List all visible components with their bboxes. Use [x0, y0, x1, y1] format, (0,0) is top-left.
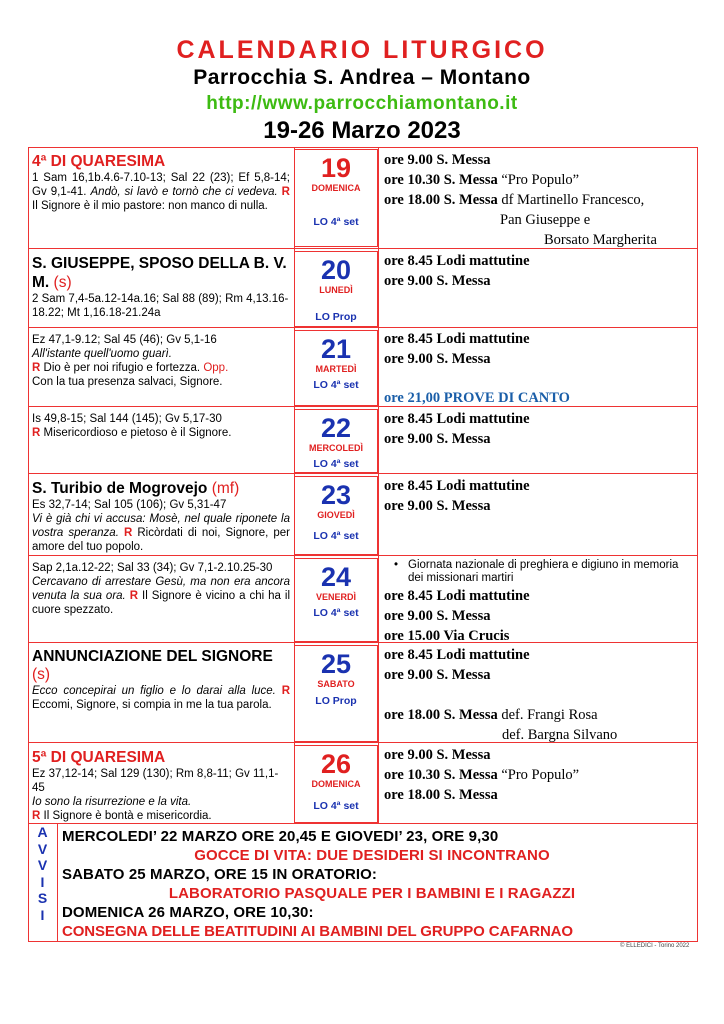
feast-title: S. GIUSEPPE, SPOSO DELLA B. V. M.	[32, 255, 287, 291]
day-box	[294, 330, 378, 406]
gospel-quote: Ecco concepirai un figlio e lo darai alla luce.	[32, 685, 276, 697]
service-line: def. Bargna Silvano	[502, 727, 618, 743]
notice-highlight: LABORATORIO PASQUALE PER I BAMBINI E I RAGAZZI	[168, 885, 576, 902]
alternative-mark: Opp.	[203, 362, 229, 374]
readings: Sap 2,1a.12-22; Sal 33 (34); Gv 7,1-2.10.25-30	[32, 562, 273, 574]
gospel-quote: Io sono la risurrezione e la vita.	[32, 796, 192, 808]
service-line: ore 8.45 Lodi mattutine	[384, 411, 530, 427]
readings: Ez 47,1-9.12; Sal 45 (46); Gv 5,1-16	[32, 334, 217, 346]
psalm-response: Dio è per noi rifugio e fortezza.	[43, 362, 201, 374]
day-name: MERCOLEDÌ	[309, 443, 363, 453]
notice-highlight: CONSEGNA DELLE BEATITUDINI AI BAMBINI DEL GRUPPO CAFARNAO	[62, 923, 573, 940]
response-mark: R	[129, 590, 139, 602]
feast-rank: (s)	[53, 274, 72, 291]
liturgy-cell	[28, 149, 294, 247]
day-box	[294, 251, 378, 327]
services-cell	[384, 559, 698, 646]
feast-title: S. Turibio de Mogrovejo	[32, 480, 208, 497]
gospel-quote: Andò, si lavò e tornò che ci vedeva.	[90, 186, 278, 198]
notice-line: DOMENICA 26 MARZO, ORE 10,30:	[62, 904, 314, 921]
day-box	[294, 149, 378, 247]
psalm-response: Il Signore è bontà e misericordia.	[43, 810, 212, 822]
services-cell	[384, 251, 698, 291]
response-mark: R	[281, 186, 290, 198]
response-mark: R	[281, 685, 290, 697]
feast-title: 5ª DI QUARESIMA	[32, 749, 166, 766]
day-box	[294, 745, 378, 823]
gospel-quote: Cercavano di arrestare Gesù, ma non era ancora venuta la sua ora.	[32, 576, 290, 602]
day-name: MARTEDÌ	[315, 364, 357, 374]
day-name: DOMENICA	[311, 779, 361, 789]
column-divider	[378, 147, 379, 824]
service-line: ore 9.00 S. Messa	[384, 431, 491, 447]
services-cell	[384, 745, 698, 805]
feast-rank: (mf)	[211, 480, 240, 497]
feast-title: 4ª DI QUARESIMA	[32, 153, 166, 170]
service-line: ore 10.30 S. Messa “Pro Populo”	[384, 172, 580, 188]
service-line: ore 8.45 Lodi mattutine	[384, 253, 530, 269]
psalm-response-alt: Con la tua presenza salvaci, Signore.	[32, 376, 223, 388]
psalm-response: Il Signore è vicino a chi ha il cuore spezzato.	[32, 590, 291, 616]
feast-rank: (s)	[32, 666, 51, 683]
office-week: LO 4ª set	[313, 216, 359, 228]
copyright-note: © ELLEDICI - Torino 2022	[620, 943, 690, 949]
service-line: ore 18.00 S. Messa df Martinello Francesco,	[384, 192, 645, 208]
service-line: ore 9.00 S. Messa	[384, 498, 491, 514]
service-line: ore 8.45 Lodi mattutine	[384, 647, 530, 663]
liturgy-cell	[28, 330, 294, 406]
notice-highlight: GOCCE DI VITA: DUE DESIDERI SI INCONTRANO	[194, 847, 550, 864]
feast-title: ANNUNCIAZIONE DEL SIGNORE	[32, 648, 273, 665]
service-line: Pan Giuseppe e	[500, 212, 591, 228]
liturgy-cell	[28, 251, 294, 327]
service-line: ore 18.00 S. Messa	[384, 787, 498, 803]
parish-name: Parrocchia S. Andrea – Montano	[193, 66, 531, 89]
date-range: 19-26 Marzo 2023	[263, 117, 461, 144]
office-week: LO 4ª set	[313, 458, 359, 470]
day-number: 24	[320, 562, 352, 592]
day-number: 21	[320, 334, 352, 364]
office-week: LO 4ª set	[313, 530, 359, 542]
day-number: 19	[320, 153, 352, 183]
service-line: ore 9.00 S. Messa	[384, 608, 491, 624]
office-week: LO Prop	[315, 311, 357, 323]
liturgy-cell	[28, 745, 294, 823]
office-week: LO Prop	[315, 695, 357, 707]
service-line: ore 18.00 S. Messa def. Frangi Rosa	[384, 707, 598, 723]
page-title: CALENDARIO LITURGICO	[176, 36, 548, 64]
service-line: ore 8.45 Lodi mattutine	[384, 588, 530, 604]
notices-letter: V	[37, 857, 48, 873]
psalm-response: Il Signore è il mio pastore: non manco di nulla.	[32, 200, 268, 212]
service-line: ore 8.45 Lodi mattutine	[384, 331, 530, 347]
day-name: LUNEDÌ	[319, 285, 353, 295]
response-mark: R	[123, 527, 133, 539]
services-cell	[384, 150, 698, 250]
day-box	[294, 645, 378, 742]
day-number: 22	[320, 413, 352, 443]
notice-line: SABATO 25 MARZO, ORE 15 IN ORATORIO:	[62, 866, 378, 883]
day-name: GIOVEDÌ	[317, 510, 355, 520]
observance-note: • Giornata nazionale di preghiera e digiuno in memoria dei missionari martiri	[384, 559, 688, 585]
response-mark: R	[32, 810, 41, 822]
liturgy-cell	[28, 645, 294, 742]
service-line: ore 10.30 S. Messa “Pro Populo”	[384, 767, 580, 783]
service-line: ore 9.00 S. Messa	[384, 667, 491, 683]
service-line: ore 9.00 S. Messa	[384, 152, 491, 168]
services-cell	[384, 645, 698, 745]
notices-letter: I	[40, 873, 45, 890]
day-box	[294, 409, 378, 473]
readings: 1 Sam 16,1b.4.6-7.10-13; Sal 22 (23); Ef 5,8-14; Gv 9,1-41.	[32, 172, 290, 198]
notices-letter: S	[37, 890, 48, 906]
service-line: ore 9.00 S. Messa	[384, 273, 491, 289]
day-number: 20	[320, 255, 352, 285]
service-line: ore 15.00 Via Crucis	[384, 628, 510, 644]
psalm-response: Eccomi, Signore, si compia in me la tua parola.	[32, 699, 272, 711]
readings: 2 Sam 7,4-5a.12-14a.16; Sal 88 (89); Rm 4,13.16-18.22; Mt 1,16.18-21.24a	[32, 293, 289, 319]
notices-letter: I	[40, 906, 45, 923]
choir-rehearsal: ore 21,00 PROVE DI CANTO	[384, 390, 570, 406]
liturgy-cell	[28, 558, 294, 642]
gospel-quote: All'istante quell'uomo guarì.	[32, 348, 172, 360]
readings: Ez 37,12-14; Sal 129 (130); Rm 8,8-11; Gv 11,1-45	[32, 768, 279, 794]
day-box	[294, 476, 378, 555]
notices-letter: A	[37, 824, 48, 840]
services-cell	[384, 476, 698, 516]
response-mark: R	[32, 427, 41, 439]
psalm-response: Misericordioso e pietoso è il Signore.	[43, 427, 232, 439]
parish-url-link[interactable]: http://www.parrocchiamontano.it	[206, 93, 518, 114]
day-box	[294, 558, 378, 642]
service-line: Borsato Margherita	[544, 232, 657, 248]
notices-label	[28, 824, 58, 942]
notice-line: MERCOLEDI’ 22 MARZO ORE 20,45 E GIOVEDI’ 23, ORE 9,30	[62, 828, 499, 845]
liturgy-cell	[28, 409, 294, 473]
day-name: VENERDÌ	[315, 592, 356, 602]
readings: Is 49,8-15; Sal 144 (145); Gv 5,17-30	[32, 413, 222, 425]
office-week: LO 4ª set	[313, 379, 359, 391]
service-line: ore 9.00 S. Messa	[384, 747, 491, 763]
readings: Es 32,7-14; Sal 105 (106); Gv 5,31-47	[32, 499, 227, 511]
office-week: LO 4ª set	[313, 800, 359, 812]
office-week: LO 4ª set	[313, 607, 359, 619]
gospel-quote: Vi è già chi vi accusa: Mosè, nel quale riponete la vostra speranza.	[32, 513, 290, 539]
day-name: SABATO	[317, 679, 355, 689]
day-number: 25	[320, 649, 352, 679]
service-line: ore 8.45 Lodi mattutine	[384, 478, 530, 494]
notices-letter: V	[37, 840, 48, 857]
day-number: 23	[320, 480, 352, 510]
services-cell	[384, 329, 698, 408]
psalm-response: Ricòrdati di noi, Signore, per amore del tuo popolo.	[32, 527, 290, 553]
day-number: 26	[320, 749, 352, 779]
response-mark: R	[32, 362, 41, 374]
day-name: DOMENICA	[311, 183, 361, 193]
liturgy-cell	[28, 476, 294, 555]
service-line: ore 9.00 S. Messa	[384, 351, 491, 367]
services-cell	[384, 409, 698, 449]
